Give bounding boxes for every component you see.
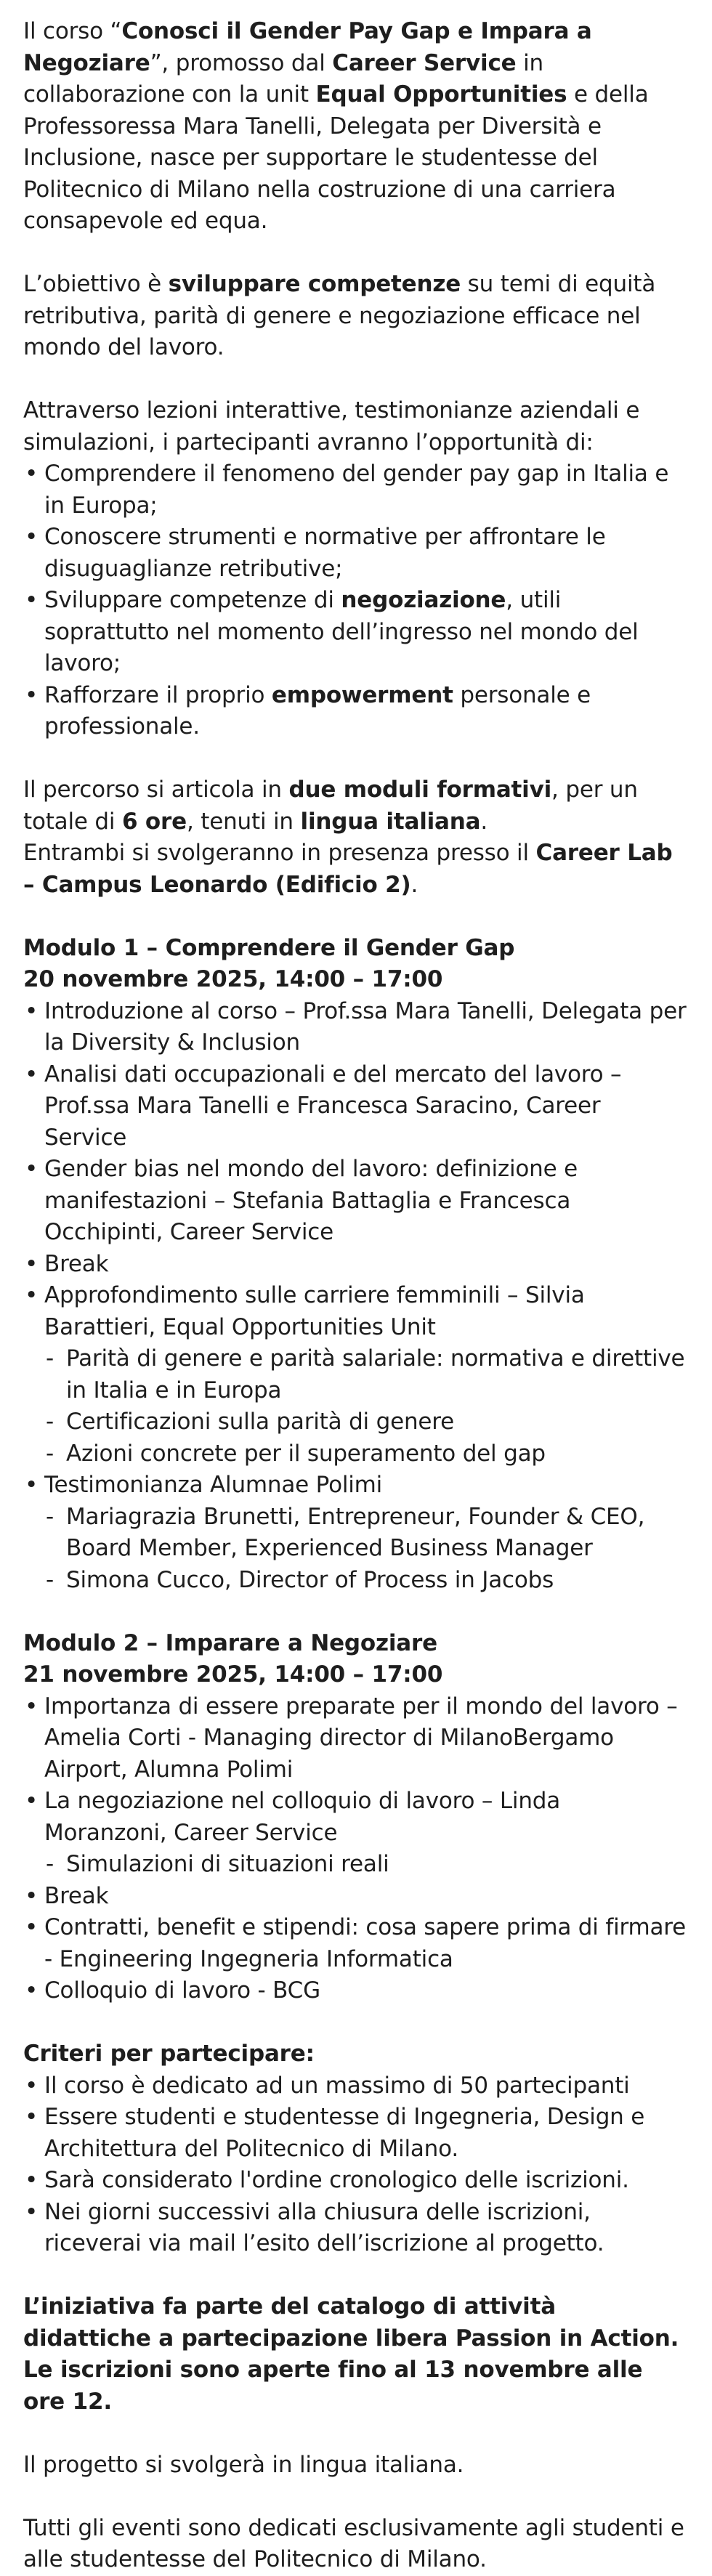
list-item: • Introduzione al corso – Prof.ssa Mara Tanelli, Delegata per la Diversity & Inclusion (23, 996, 689, 1059)
course-title: Conosci il Gender Pay Gap e Impara a Negoziare (23, 18, 592, 76)
list-item: • Colloquio di lavoro - BCG (23, 1975, 689, 2007)
location-paragraph: Entrambi si svolgeranno in presenza presso il Career Lab – Campus Leonardo (Edificio 2). (23, 840, 673, 898)
list-item: • Rafforzare il proprio empowerment personale e professionale. (23, 680, 689, 743)
sub-list (44, 1343, 689, 1470)
list-item: • Break (23, 1249, 689, 1281)
module2-date: 21 novembre 2025, 14:00 – 17:00 (23, 1661, 443, 1688)
sub-list (44, 1502, 689, 1597)
catalog-note: L’iniziativa fa parte del catalogo di attività didattiche a partecipazione libera Passion in Action. Le iscrizioni sono aperte fino al 13 novembre alle ore 12. (23, 2293, 679, 2415)
list-item: • Analisi dati occupazionali e del mercato del lavoro – Prof.ssa Mara Tanelli e Francesca Saracino, Career Service (23, 1059, 689, 1154)
module1-agenda (23, 996, 689, 1597)
list-item: • Comprendere il fenomeno del gender pay gap in Italia e in Europa; (23, 458, 689, 522)
objectives-list (23, 458, 689, 743)
criteria-title: Criteri per partecipare: (23, 2041, 315, 2067)
module1-title: Modulo 1 – Comprendere il Gender Gap (23, 934, 515, 961)
list-item: • Gender bias nel mondo del lavoro: definizione e manifestazioni – Stefania Battaglia e Francesca Occhipinti, Career Service (23, 1154, 689, 1249)
list-item: • Nei giorni successivi alla chiusura delle iscrizioni, riceverai via mail l’esito dell’iscrizione al progetto. (23, 2197, 689, 2260)
list-item: • Break (23, 1881, 689, 1913)
language-note: Il progetto si svolgerà in lingua italiana. (23, 2451, 464, 2478)
list-item: • Importanza di essere preparate per il mondo del lavoro – Amelia Corti - Managing director di MilanoBergamo Airport, Alumna Polimi (23, 1691, 689, 1786)
list-item: • Sarà considerato l'ordine cronologico delle iscrizioni. (23, 2165, 689, 2197)
sub-list-item: - Mariagrazia Brunetti, Entrepreneur, Founder & CEO, Board Member, Experienced Business Manager (44, 1502, 689, 1565)
list-item: • Testimonianza Alumnae Polimi - Mariagrazia Brunetti, Entrepreneur, Founder & CEO, Board Member, Experienced Business Manager - Simona Cucco, Director of Process in Jacobs (23, 1470, 689, 1596)
list-item: • Il corso è dedicato ad un massimo di 50 partecipanti (23, 2070, 689, 2102)
list-item: • Essere studenti e studentesse di Ingegneria, Design e Architettura del Politecnico di Milano. (23, 2102, 689, 2165)
list-item: • Contratti, benefit e stipendi: cosa sapere prima di firmare - Engineering Ingegneria Informatica (23, 1912, 689, 1975)
sub-list-item: - Simulazioni di situazioni reali (44, 1849, 689, 1881)
list-item: • Sviluppare competenze di negoziazione, utili soprattutto nel momento dell’ingresso nel mondo del lavoro; (23, 585, 689, 680)
objective-paragraph: L’obiettivo è sviluppare competenze su temi di equità retributiva, parità di genere e negoziazione efficace nel mondo del lavoro. (23, 271, 656, 360)
list-item: • Approfondimento sulle carriere femminili – Silvia Barattieri, Equal Opportunities Unit - Parità di genere e parità salariale: normativa e direttive in Italia e in Europa - Certificazioni sulla parità di genere - Azioni concrete per il superamento del gap (23, 1280, 689, 1470)
sub-list-item: - Parità di genere e parità salariale: normativa e direttive in Italia e in Europa (44, 1343, 689, 1406)
module2-agenda (23, 1691, 689, 2007)
structure-paragraph: Il percorso si articola in due moduli formativi, per un totale di 6 ore, tenuti in lingua italiana. (23, 777, 638, 835)
module2-title: Modulo 2 – Imparare a Negoziare (23, 1629, 437, 1656)
module1-date: 20 novembre 2025, 14:00 – 17:00 (23, 966, 443, 992)
list-item: • Conoscere strumenti e normative per affrontare le disuguaglianze retributive; (23, 522, 689, 585)
sub-list-item: - Simona Cucco, Director of Process in Jacobs (44, 1565, 689, 1597)
method-paragraph: Attraverso lezioni interattive, testimonianze aziendali e simulazioni, i partecipanti avranno l’opportunità di: (23, 397, 640, 455)
list-item: • La negoziazione nel colloquio di lavoro – Linda Moranzoni, Career Service - Simulazioni di situazioni reali (23, 1786, 689, 1881)
sub-list-item: - Azioni concrete per il superamento del gap (44, 1438, 689, 1470)
audience-note: Tutti gli eventi sono dedicati esclusivamente agli studenti e alle studentesse del Politecnico di Milano. (23, 2514, 684, 2572)
sub-list (44, 1849, 689, 1881)
criteria-list (23, 2070, 689, 2260)
intro-paragraph: Il corso “Conosci il Gender Pay Gap e Impara a Negoziare”, promosso dal Career Service in collaborazione con la unit Equal Opportunities e della Professoressa Mara Tanelli, Delegata per Diversità e Inclusione, nasce per supportare le studentesse del Politecnico di Milano nella costruzione di una carriera consapevole ed equa. (23, 18, 649, 234)
sub-list-item: - Certificazioni sulla parità di genere (44, 1406, 689, 1438)
